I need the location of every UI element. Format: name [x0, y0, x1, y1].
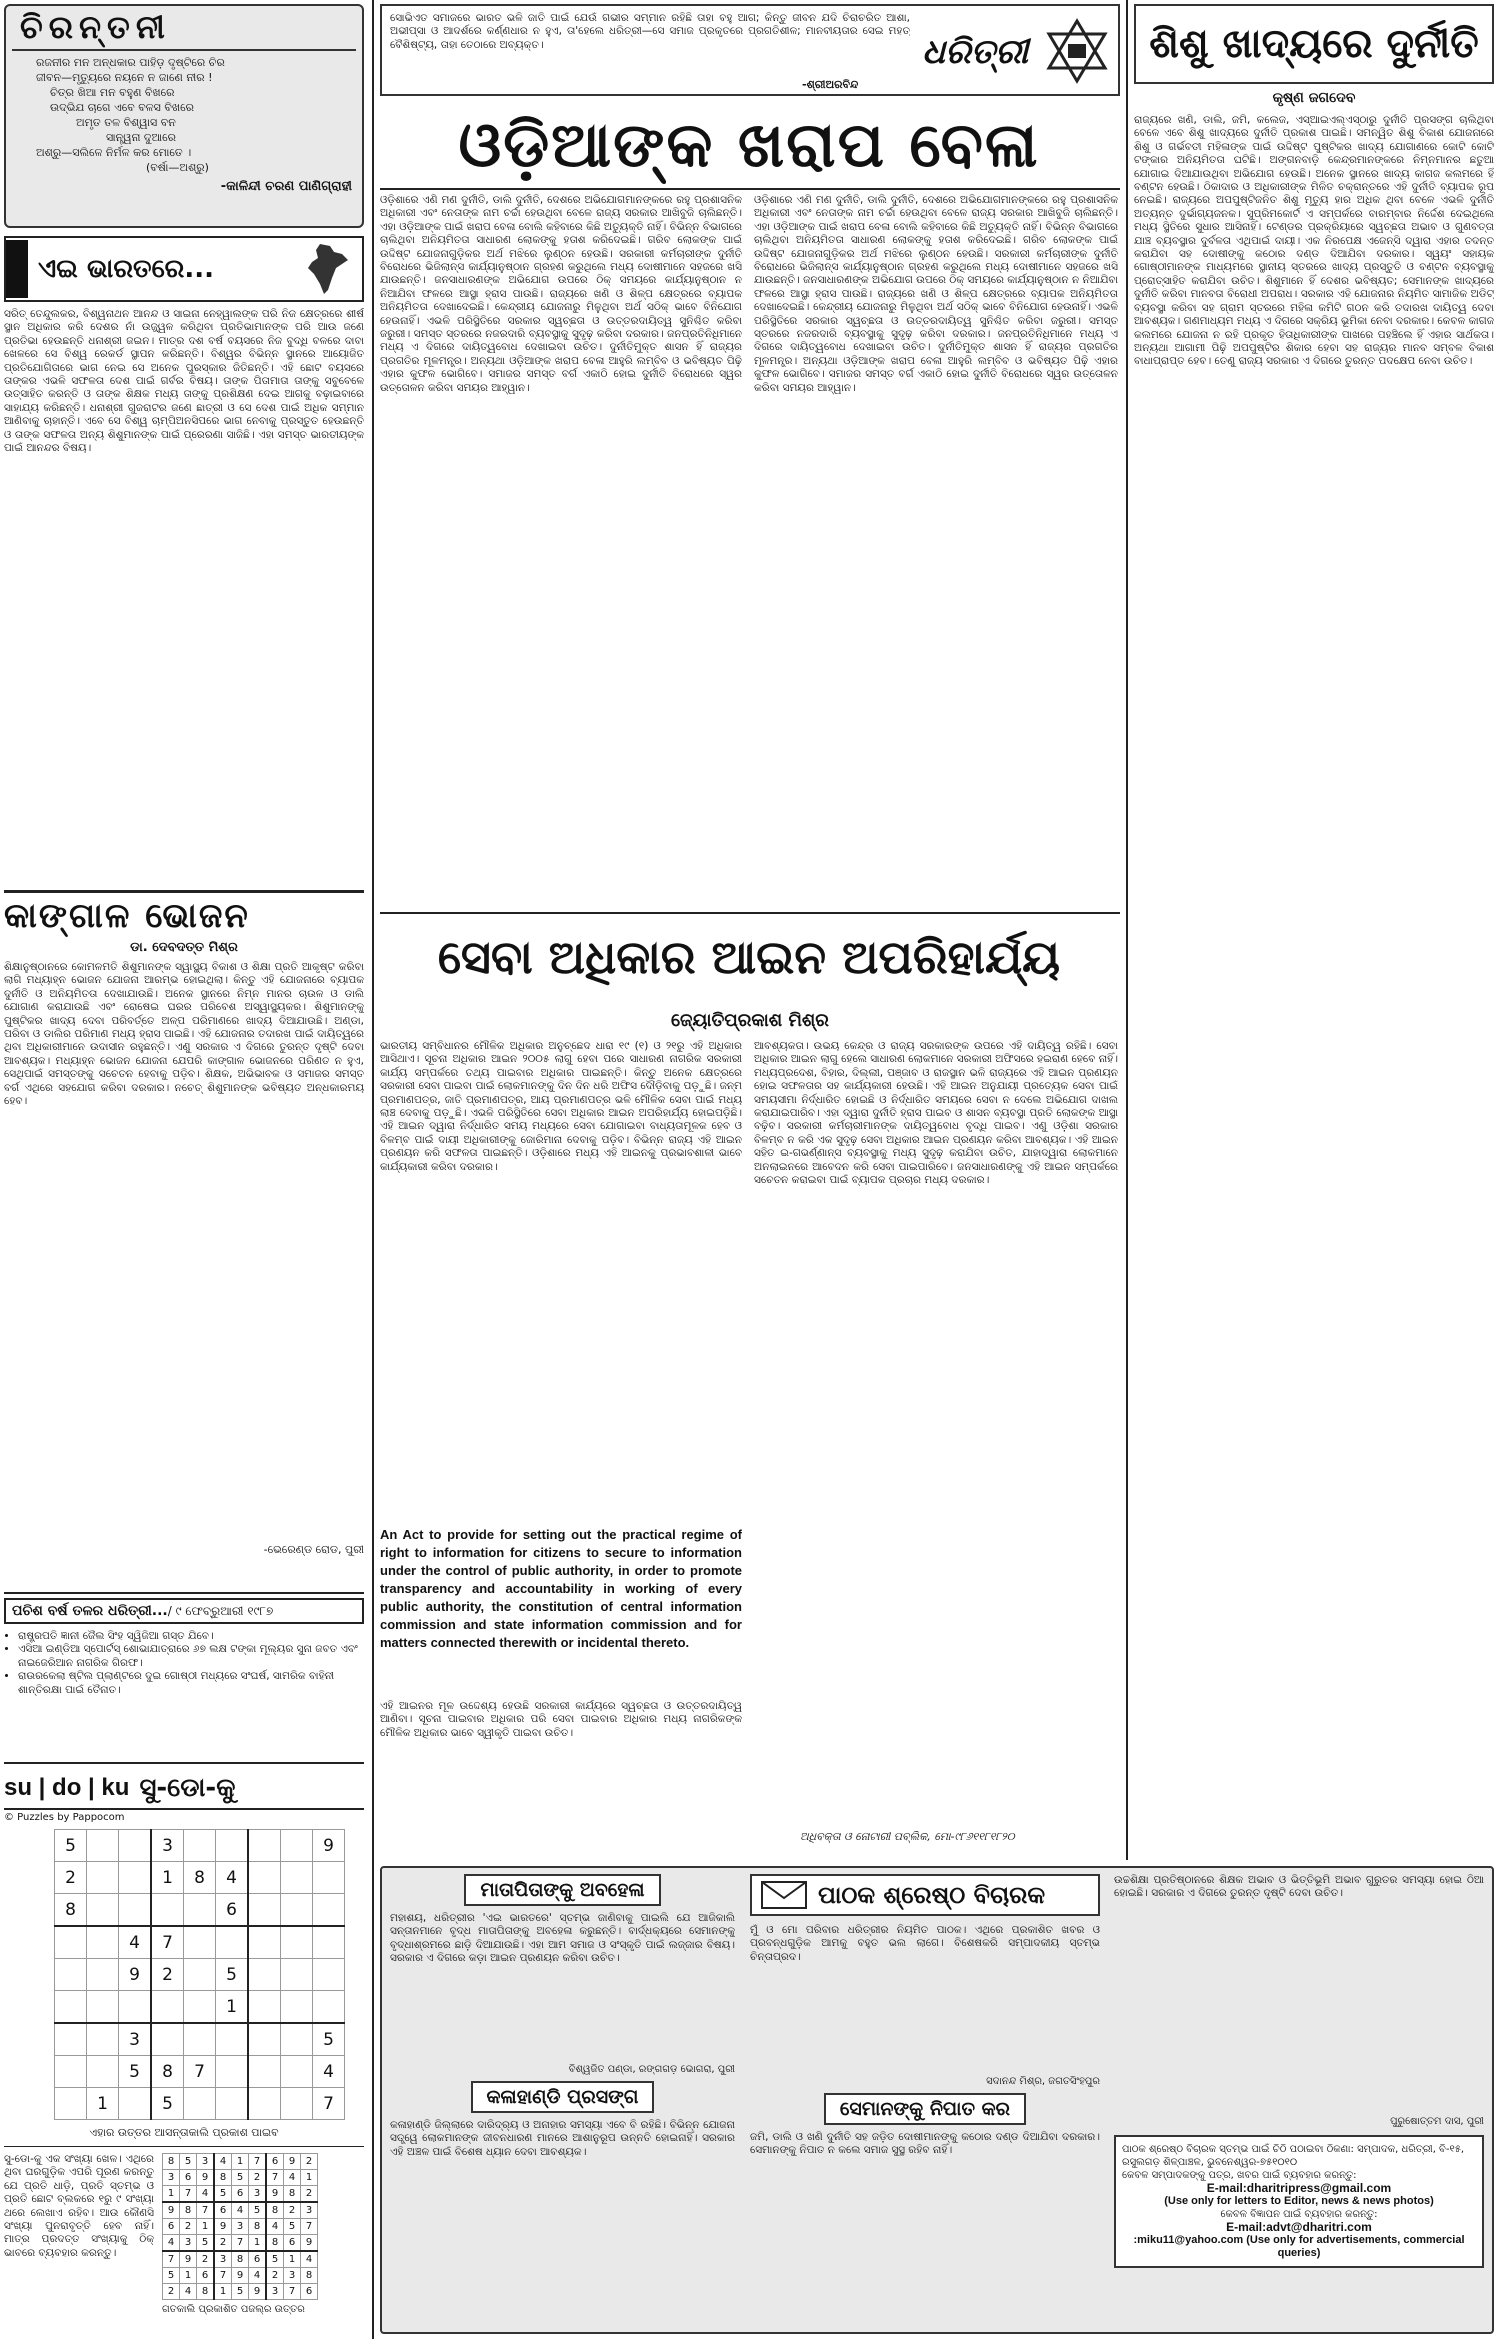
sudoku-solution-cell: 5	[197, 2235, 215, 2252]
seba-body-left2: ଏହି ଆଇନର ମୂଳ ଉଦ୍ଦେଶ୍ୟ ହେଉଛି ସରକାରୀ କାର୍ଯ୍ୟରେ ସ୍ୱଚ୍ଛତା ଓ ଉତ୍ତରଦାୟିତ୍ୱ ଆଣିବା। ସୂଚନା ପାଇବାର ଅଧିକାର ପରି ସେବା ପାଇବାର ଅଧିକାର ମଧ୍ୟ ନାଗରିକଙ୍କ ମୌଳିକ ଅଧିକାର ଭାବେ ସ୍ୱୀକୃତି ପାଇବା ଉଚିତ।	[380, 1700, 742, 1739]
ei-bharatare-title: ଏଇ ଭାରତରେ...	[38, 253, 214, 284]
ei-bharatare-body: ସରିତ୍ ତେନ୍ଦୁଲକର, ବିଶ୍ୱନାଥନ ଆନନ୍ଦ ଓ ସାଇନା ନେହ୍ୱାଲଙ୍କ ପରି ନିଜ କ୍ଷେତ୍ରରେ ଶୀର୍ଷ ସ୍ଥାନ ଅଧିକାର କରି ଦେଶର ନାଁ ଉଜ୍ଜ୍ୱଳ କରିଥିବା ପ୍ରତିଭାମାନଙ୍କ ପରି ଆଉ ଜଣେ ପ୍ରତିଭା ହେଉଛନ୍ତି ଧନାଶ୍ରୀ ଜଇନ। ମାତ୍ର ଦଶ ବର୍ଷ ବୟସରେ ନିଜ ବୁଦ୍ଧି ବଳରେ ଦାବା ଖେଳରେ ସେ ବିଶ୍ୱ ରେକର୍ଡ ସ୍ଥାପନ କରିଛନ୍ତି। ବିଶ୍ୱର ବିଭିନ୍ନ ସ୍ଥାନରେ ଆୟୋଜିତ ପ୍ରତିଯୋଗିତାରେ ଭାଗ ନେଇ ସେ ଅନେକ ପୁରସ୍କାର ଜିତିଛନ୍ତି। ଏହି ଛୋଟ ବୟସରେ ତାଙ୍କର ଏଭଳି ସଫଳତା ଦେଶ ପାଇଁ ଗର୍ବର ବିଷୟ। ତାଙ୍କ ପିତାମାତା ତାଙ୍କୁ ସବୁବେଳେ ଉତ୍ସାହିତ କରନ୍ତି ଓ ତାଙ୍କ ଶିକ୍ଷକ ମଧ୍ୟ ତାଙ୍କୁ ପ୍ରଶିକ୍ଷଣ ଦେଇ ଆଗକୁ ବଢ଼ାଇବାରେ ସାହାଯ୍ୟ କରିଛନ୍ତି। ଧନାଶ୍ରୀ ଗୁଜରାଟର ଜଣେ ଛାତ୍ରୀ ଓ ସେ ଦେଶ ପାଇଁ ଅଧିକ ସମ୍ମାନ ଆଣିବାକୁ ଚାହାନ୍ତି। ଏବେ ସେ ବିଶ୍ୱ ଚାମ୍ପିଅନସିପରେ ଭାଗ ନେବାକୁ ପ୍ରସ୍ତୁତ ହେଉଛନ୍ତି ଓ ତାଙ୍କ ସଫଳତା ଅନ୍ୟ ଶିଶୁମାନଙ୍କ ପାଇଁ ପ୍ରେରଣା ସାଜିଛି। ଏହା ସମସ୍ତ ଭାରତୀୟଙ୍କ ପାଇଁ ଆନନ୍ଦର ବିଷୟ।	[4, 308, 364, 455]
sudoku-cell[interactable]	[248, 1959, 281, 1991]
sudoku-solution-cell: 8	[301, 2268, 318, 2284]
sudoku-solution-cell: 5	[232, 2170, 249, 2186]
letter2-title: କଳାହାଣ୍ଡି ପ୍ରସଙ୍ଗ	[471, 2081, 655, 2113]
sudoku-cell[interactable]	[55, 1991, 87, 2024]
sudoku-solution-cell: 6	[197, 2268, 215, 2284]
sudoku-cell[interactable]	[248, 1894, 281, 1927]
sudoku-cell[interactable]	[55, 2023, 87, 2056]
kangala-bhojana-section	[4, 896, 364, 1586]
poem-line: ଅମୃତ ତଳ ବିଶ୍ୱାସ ବନ	[76, 116, 176, 129]
divider	[4, 1592, 364, 1594]
kangala-body: ଶିକ୍ଷାନୁଷ୍ଠାନରେ କୋମଳମତି ଶିଶୁମାନଙ୍କ ସ୍ୱାସ୍ଥ୍ୟ ବିକାଶ ଓ ଶିକ୍ଷା ପ୍ରତି ଆକୃଷ୍ଟ କରିବା ଲାଗି ମଧ୍ୟାହ୍ନ ଭୋଜନ ଯୋଜନା ଆରମ୍ଭ ହୋଇଥିଲା। କିନ୍ତୁ ଏହି ଯୋଜନାରେ ବ୍ୟାପକ ଦୁର୍ନୀତି ଓ ଅନିୟମିତତା ଦେଖାଯାଉଛି। ଅନେକ ସ୍ଥାନରେ ନିମ୍ନ ମାନର ଚାଉଳ ଓ ଡାଲି ଯୋଗାଣ କରାଯାଉଛି ଏବଂ ରୋଷେଇ ଘରର ପରିବେଶ ଅସ୍ୱାସ୍ଥ୍ୟକର। ଶିଶୁମାନଙ୍କୁ ପୁଷ୍ଟିକର ଖାଦ୍ୟ ଦେବା ପରିବର୍ତ୍ତେ ଅଳ୍ପ ପରିମାଣରେ ଖାଦ୍ୟ ଦିଆଯାଉଛି। ଅଣ୍ଡା, ପରିବା ଓ ଡାଲିର ପରିମାଣ ମଧ୍ୟ ହ୍ରାସ ପାଇଛି। ଏହି ଯୋଜନାର ତଦାରଖ ପାଇଁ ଦାୟିତ୍ୱରେ ଥିବା ଅଧିକାରୀମାନେ ଉଦାସୀନ ରହୁଛନ୍ତି। ଏଣୁ ସରକାର ଏ ଦିଗରେ ତୁରନ୍ତ ଦୃଷ୍ଟି ଦେବା ଆବଶ୍ୟକ। ମଧ୍ୟାହ୍ନ ଭୋଜନ ଯୋଜନା ଯେପରି କାଙ୍ଗାଳ ଭୋଜନରେ ପରିଣତ ନ ହୁଏ, ସେଥିପାଇଁ ସମସ୍ତଙ୍କୁ ସଚେତନ ହେବାକୁ ପଡ଼ିବ। ଶିକ୍ଷକ, ଅଭିଭାବକ ଓ ସମାଜର ସମସ୍ତ ବର୍ଗ ଏଥିରେ ସହଯୋଗ କରିବା ଦରକାର। ନଚେତ୍ ଶିଶୁମାନଙ୍କ ଭବିଷ୍ୟତ ଅନ୍ଧକାରମୟ ହେବ।	[4, 961, 364, 1108]
sudoku-cell[interactable]	[216, 2088, 249, 2120]
sudoku-solution-cell: 2	[163, 2284, 180, 2300]
sudoku-solution-cell: 7	[214, 2268, 232, 2284]
sudoku-cell[interactable]	[281, 1959, 313, 1991]
email-editor-note: (Use only for letters to Editor, news & news photos)	[1164, 2195, 1434, 2207]
sudoku-solution-cell: 7	[249, 2154, 267, 2170]
sudoku-solution-cell: 9	[249, 2284, 267, 2300]
contact-label: ପାଠକ ଶ୍ରେଷ୍ଠ ବିଚାରକ ସ୍ତମ୍ଭ ପାଇଁ ଚିଠି ପଠାଇବା ଠିକଣା: ସମ୍ପାଦକ, ଧରିତ୍ରୀ, ବି-୧୫, ରସୁଲଗଡ଼ ଶିଳ୍ପାଞ୍ଚଳ, ଭୁବନେଶ୍ୱର-୭୫୧୦୧୦	[1122, 2144, 1465, 2168]
sudoku-solution-cell: 7	[301, 2219, 318, 2235]
contact-box	[1114, 2135, 1484, 2268]
sudoku-solution-cell: 2	[180, 2219, 197, 2235]
sudoku-solution-cell: 6	[284, 2235, 301, 2252]
sudoku-solution-cell: 5	[180, 2154, 197, 2170]
sudoku-cell[interactable]: 9	[313, 1830, 345, 1862]
sudoku-cell[interactable]: 5	[151, 2088, 184, 2120]
letter2-body: କଳାହାଣ୍ଡି ଜିଲ୍ଲାରେ ଦାରିଦ୍ର୍ୟ ଓ ଅନାହାର ସମସ୍ୟା ଏବେ ବି ରହିଛି। ବିଭିନ୍ନ ଯୋଜନା ସତ୍ତ୍ୱେ ଲୋକମାନଙ୍କ ଜୀବନଧାରଣ ମାନରେ ଆଶାନୁରୂପ ଉନ୍ନତି ହୋଇନାହିଁ। ସରକାର ଏହି ଅଞ୍ଚଳ ପାଇଁ ବିଶେଷ ଧ୍ୟାନ ଦେବା ଆବଶ୍ୟକ।	[390, 2119, 735, 2158]
sudoku-solution-cell: 7	[180, 2186, 197, 2203]
letter4-title: ସେମାନଙ୍କୁ ନିପାତ କର	[824, 2093, 1026, 2125]
seba-title: ସେବା ଅଧିକାର ଆଇନ ଅପରିହାର୍ଯ୍ୟ	[437, 930, 1061, 984]
sudoku-cell[interactable]: 9	[119, 1959, 152, 1991]
sudoku-solution-cell: 4	[284, 2170, 301, 2186]
sudoku-cell[interactable]	[248, 1830, 281, 1862]
letter5-author: ପୁରୁଷୋତ୍ତମ ଦାସ, ପୁରୀ	[1390, 2116, 1484, 2127]
sudoku-solution-cell: 6	[249, 2251, 267, 2268]
sudoku-credit: © Puzzles by Pappocom	[4, 1812, 125, 1823]
main-editorial-title: ଓଡ଼ିଆଙ୍କ ଖରାପ ବେଳା	[458, 108, 1040, 181]
letter1-author: ବିଶ୍ୱଜିତ ପଣ୍ଡା, ରଙ୍ଗଗଡ଼ ଭୋଗରା, ପୁରୀ	[568, 2064, 735, 2075]
sudoku-solution-cell: 1	[232, 2154, 249, 2170]
poem-line: ଉଦ୍ଭିଯ ଚାଗେ ଏବେ ବଳସ ବିଖରେ	[50, 101, 194, 114]
masthead-quote: ସୋଭିଏତ ସମାଜରେ ଭାରତ ଭଳି ଜାତି ପାଇଁ ଯେଉଁ ଗଭୀର ସମ୍ମାନ ରହିଛି ତାହା ବହୁ ଆଗ; କିନ୍ତୁ ଜୀବନ ଯଦି ଚିରାଚରିତ ଆଶା, ଅଭୀପ୍ସା ଓ ଆଦର୍ଶରେ କର୍ଣ୍ଣଧାର ନ ହୁଏ, ତା'ହେଲେ ଧରିତ୍ରୀ—ସେ ସମାଜ ପ୍ରକୃତରେ ପ୍ରଗତିଶୀଳ; ମାନବୀୟତାର ସେଇ ମହତ୍ ବୈଶିଷ୍ଟ୍ୟ, ତାହା ତେଠାରେ ଅବ୍ୟକ୍ତ।	[390, 12, 910, 51]
sudoku-cell[interactable]: 1	[151, 1862, 184, 1894]
chirantani-box	[4, 4, 364, 228]
sudoku-cell[interactable]: 5	[216, 1959, 249, 1991]
sudoku-solution-cell: 5	[249, 2202, 267, 2219]
sudoku-cell[interactable]	[87, 1959, 119, 1991]
shishu-author: କୃଷ୍ଣ ଜଗଦେବ	[1272, 90, 1356, 106]
sudoku-label-odia: ସୁ-ଡୋ-କୁ	[139, 1772, 236, 1803]
sudoku-cell[interactable]	[281, 1991, 313, 2024]
sudoku-cell[interactable]: 8	[184, 1862, 216, 1894]
sudoku-cell[interactable]: 7	[313, 2088, 345, 2120]
sudoku-cell[interactable]	[184, 1894, 216, 1927]
sudoku-cell[interactable]: 4	[313, 2056, 345, 2088]
sudoku-cell[interactable]	[248, 2023, 281, 2056]
sudoku-solution-cell: 4	[301, 2251, 318, 2268]
sudoku-cell[interactable]	[119, 2088, 152, 2120]
pachisa-title: ପଚିଶ ବର୍ଷ ତଳର ଧରିତ୍ରୀ...	[12, 1603, 168, 1619]
masthead-box	[380, 4, 1120, 96]
sudoku-cell[interactable]	[87, 1894, 119, 1927]
email-advt-alt[interactable]: :miku11@yahoo.com (Use only for advertisements, commercial queries)	[1133, 2234, 1465, 2259]
divider	[4, 890, 364, 893]
kangala-title: କାଙ୍ଗାଳ ଭୋଜନ	[4, 896, 250, 936]
sudoku-solution-cell: 1	[180, 2268, 197, 2284]
sudoku-solution-cell: 8	[249, 2219, 267, 2235]
sudoku-solution-cell: 1	[214, 2284, 232, 2300]
column-divider	[372, 0, 374, 2339]
seba-body-left: ଭାରତୀୟ ସମ୍ବିଧାନର ମୌଳିକ ଅଧିକାର ଅନୁଚ୍ଛେଦ ଧାରା ୧୯ (୧) ଓ ୨୧ରୁ ଏହି ଅଧିକାର ଆସିଥାଏ। ସୂଚନା ଅଧିକାର ଆଇନ ୨୦୦୫ ଲାଗୁ ହେବା ପରେ ସାଧାରଣ ନାଗରିକ ସରକାରୀ କାର୍ଯ୍ୟ ସମ୍ପର୍କରେ ତଥ୍ୟ ପାଇବାର ଅଧିକାର ପାଇଛନ୍ତି। କିନ୍ତୁ ଅନେକ କ୍ଷେତ୍ରରେ ସରକାରୀ ସେବା ପାଇବା ପାଇଁ ଲୋକମାନଙ୍କୁ ଦିନ ଦିନ ଧରି ଅଫିସ ଦୌଡ଼ିବାକୁ ପଡ଼ୁଛି। ଜନ୍ମ ପ୍ରମାଣପତ୍ର, ଜାତି ପ୍ରମାଣପତ୍ର, ଆୟ ପ୍ରମାଣପତ୍ର ଭଳି ମୌଳିକ ସେବା ପାଇଁ ମଧ୍ୟ ଲାଞ୍ଚ ଦେବାକୁ ପଡ଼ୁଛି। ଏଭଳି ପରିସ୍ଥିତିରେ ସେବା ଅଧିକାର ଆଇନ ଅପରିହାର୍ଯ୍ୟ ହୋଇପଡ଼ିଛି। ଏହି ଆଇନ ଦ୍ୱାରା ନିର୍ଦ୍ଧାରିତ ସମୟ ମଧ୍ୟରେ ସେବା ଯୋଗାଇବା ବାଧ୍ୟତାମୂଳକ ହେବ ଓ ବିଳମ୍ବ ପାଇଁ ଦାୟୀ ଅଧିକାରୀଙ୍କୁ ଜୋରିମାନା ଦେବାକୁ ପଡ଼ିବ। ବିଭିନ୍ନ ରାଜ୍ୟ ଏହି ଆଇନ ପ୍ରଣୟନ କରି ସଫଳତା ପାଇଛନ୍ତି। ଓଡ଼ିଶାରେ ମଧ୍ୟ ଏହି ଆଇନକୁ ପ୍ରଭାବଶାଳୀ ଭାବେ କାର୍ଯ୍ୟକାରୀ କରିବା ଦରକାର।	[380, 1040, 742, 1173]
poem-line: ଚିତ୍ର ଖିଆ ମନ ବହୁଣ ବିଖରେ	[50, 86, 175, 99]
sudoku-solution-cell: 8	[214, 2170, 232, 2186]
sudoku-solution-cell: 9	[163, 2202, 180, 2219]
sudoku-solution-cell: 9	[232, 2268, 249, 2284]
sudoku-solution-cell: 8	[266, 2235, 284, 2252]
column-divider	[1126, 0, 1128, 1860]
sudoku-solution-cell: 6	[163, 2219, 180, 2235]
sudoku-cell[interactable]	[281, 1926, 313, 1959]
ad-note: କେବଳ ବିଜ୍ଞାପନ ପାଇଁ ବ୍ୟବହାର କରନ୍ତୁ:	[1220, 2209, 1378, 2220]
sudoku-solution-cell: 8	[197, 2284, 215, 2300]
sudoku-cell[interactable]: 2	[151, 1959, 184, 1991]
sudoku-cell[interactable]	[151, 1894, 184, 1927]
main-editorial-body-col2: ଓଡ଼ିଶାରେ ଏଣି ମଣ ଦୁର୍ନୀତି, ଡାଲି ଦୁର୍ନୀତି, ଦେଶରେ ଅଭିଯୋଗମାନଙ୍କରେ ରହୁ ପ୍ରଶାସନିକ ଅଧିକାରୀ ଏବଂ ନେତାଙ୍କ ନାମ ଚର୍ଚ୍ଚା ହେଉଥିବା ବେଳେ ରାଜ୍ୟ ସରକାର ଆଖିବୁଜି ଚାଲିଛନ୍ତି। ଏହା ଓଡ଼ିଆଙ୍କ ପାଇଁ ଖରାପ ବେଳା ବୋଲି କହିବାରେ କିଛି ଅତ୍ୟୁକ୍ତି ନାହିଁ। ବିଭିନ୍ନ ବିଭାଗରେ ଚାଲିଥିବା ଅନିୟମିତତା ସାଧାରଣ ଲୋକଙ୍କୁ ହତାଶ କରିଦେଇଛି। ଗରିବ ଲୋକଙ୍କ ପାଇଁ ଉଦ୍ଦିଷ୍ଟ ଯୋଜନାଗୁଡ଼ିକର ଅର୍ଥ ମଝିରେ ଲୁଣ୍ଠନ ହେଉଛି। ସରକାରୀ କର୍ମଚାରୀଙ୍କ ଦୁର୍ନୀତି ବିରୋଧରେ ଭିଜିଲାନ୍ସ କାର୍ଯ୍ୟାନୁଷ୍ଠାନ ଗ୍ରହଣ କରୁଥିଲେ ମଧ୍ୟ ଦୋଷୀମାନେ ସହଜରେ ଖସି ଯାଉଛନ୍ତି। ଜନସାଧାରଣଙ୍କ ଅଭିଯୋଗ ଉପରେ ଠିକ୍ ସମୟରେ କାର୍ଯ୍ୟାନୁଷ୍ଠାନ ନ ନିଆଯିବା ଫଳରେ ଆସ୍ଥା ହ୍ରାସ ପାଉଛି। ରାଜ୍ୟରେ ଖଣି ଓ ଶିଳ୍ପ କ୍ଷେତ୍ରରେ ବ୍ୟାପକ ଅନିୟମିତତା ଦେଖାଦେଇଛି। କେନ୍ଦ୍ରୀୟ ଯୋଜନାରୁ ମିଳୁଥିବା ଅର୍ଥ ସଠିକ୍ ଭାବେ ବିନିଯୋଗ ହେଉନାହିଁ। ଏଭଳି ପରିସ୍ଥିତିରେ ସରକାର ସ୍ୱଚ୍ଛତା ଓ ଉତ୍ତରଦାୟିତ୍ୱ ସୁନିଶ୍ଚିତ କରିବା ଜରୁରୀ। ସମସ୍ତ ସ୍ତରରେ ନଜରଦାରି ବ୍ୟବସ୍ଥାକୁ ସୁଦୃଢ଼ କରିବା ଦରକାର। ଜନପ୍ରତିନିଧିମାନେ ମଧ୍ୟ ଏ ଦିଗରେ ଦାୟିତ୍ୱବୋଧ ଦେଖାଇବା ଉଚିତ। ଦୁର୍ନୀତିମୁକ୍ତ ଶାସନ ହିଁ ରାଜ୍ୟର ପ୍ରଗତିର ମୂଳମନ୍ତ୍ର। ଅନ୍ୟଥା ଓଡ଼ିଆଙ୍କ ଖରାପ ବେଳା ଆହୁରି ଲମ୍ବିବ ଓ ଭବିଷ୍ୟତ ପିଢ଼ି ଏହାର କୁଫଳ ଭୋଗିବେ। ସମାଜର ସମସ୍ତ ବର୍ଗ ଏକାଠି ହୋଇ ଦୁର୍ନୀତି ବିରୋଧରେ ସ୍ୱର ଉତ୍ତୋଳନ କରିବା ସମୟର ଆହ୍ୱାନ।	[754, 194, 1118, 394]
chirantani-author: -କାଳିନ୍ଦୀ ଚରଣ ପାଣିଗ୍ରାହୀ	[220, 179, 352, 194]
sudoku-cell[interactable]: 5	[313, 2023, 345, 2056]
sudoku-cell[interactable]	[87, 2023, 119, 2056]
ei-bharatare-header	[4, 236, 364, 302]
sudoku-solution-cell: 1	[249, 2235, 267, 2252]
sudoku-cell[interactable]	[87, 1830, 119, 1862]
letter1-body: ମହାଶୟ, ଧରିତ୍ରୀର 'ଏଇ ଭାରତରେ' ସ୍ତମ୍ଭ ଜାଣିବାକୁ ପାଇଲି ଯେ ଆଜିକାଲି ସନ୍ତାନମାନେ ବୃଦ୍ଧ ମାତାପିତାଙ୍କୁ ଅବହେଳା କରୁଛନ୍ତି। ବାର୍ଦ୍ଧକ୍ୟରେ ସେମାନଙ୍କୁ ବୃଦ୍ଧାଶ୍ରମରେ ଛାଡ଼ି ଦିଆଯାଉଛି। ଏହା ଆମ ସମାଜ ଓ ସଂସ୍କୃତି ପାଇଁ ଲଜ୍ଜାର ବିଷୟ। ସରକାର ଏ ଦିଗରେ କଡ଼ା ଆଇନ ପ୍ରଣୟନ କରିବା ଉଚିତ।	[390, 1912, 735, 1965]
sudoku-solution-cell: 1	[197, 2219, 215, 2235]
sudoku-solution-cell: 9	[284, 2154, 301, 2170]
sudoku-cell[interactable]	[216, 1926, 249, 1959]
sudoku-solution-cell: 7	[197, 2202, 215, 2219]
shishu-body: ରାଜ୍ୟରେ ଖଣି, ଡାଲି, ଜମି, କଲେଜ, ଏସ୍‌ଆଇଏଲ୍‌ଏସ୍‌ଠାରୁ ଦୁର୍ନୀତି ପ୍ରସଙ୍ଗ ଚାଲିଥିବା ବେଳେ ଏବେ ଶିଶୁ ଖାଦ୍ୟରେ ଦୁର୍ନୀତି ପ୍ରକାଶ ପାଇଛି। ସମନ୍ୱିତ ଶିଶୁ ବିକାଶ ଯୋଜନାରେ ଶିଶୁ ଓ ଗର୍ଭବତୀ ମହିଳାଙ୍କ ପାଇଁ ଉଦ୍ଦିଷ୍ଟ ପୁଷ୍ଟିକର ଖାଦ୍ୟ ଯୋଗାଣରେ କୋଟି କୋଟି ଟଙ୍କାର ଅନିୟମିତତା ଘଟିଛି। ଅଙ୍ଗନବାଡ଼ି କେନ୍ଦ୍ରମାନଙ୍କରେ ନିମ୍ନମାନର ଛତୁଆ ଯୋଗାଇ ଦିଆଯାଉଥିବା ଅଭିଯୋଗ ହେଉଛି। ଅନେକ ସ୍ଥାନରେ ଖାଦ୍ୟ କାଗଜ କଲମରେ ହିଁ ବଣ୍ଟନ ହେଉଛି। ଠିକାଦାର ଓ ଅଧିକାରୀଙ୍କ ମିଳିତ ଚକ୍ରାନ୍ତରେ ଏହି ଦୁର୍ନୀତି ବ୍ୟାପକ ରୂପ ନେଇଛି। ରାଜ୍ୟରେ ଅପପୁଷ୍ଟିଜନିତ ଶିଶୁ ମୃତ୍ୟୁ ହାର ଅଧିକ ଥିବା ବେଳେ ଏଭଳି ଦୁର୍ନୀତି ଅତ୍ୟନ୍ତ ଦୁର୍ଭାଗ୍ୟଜନକ। ସୁପ୍ରିମକୋର୍ଟ ଏ ସମ୍ପର୍କରେ ବାରମ୍ବାର ନିର୍ଦ୍ଦେଶ ଦେଇଥିଲେ ମଧ୍ୟ ସ୍ଥିତିରେ ସୁଧାର ଆସିନାହିଁ। ଟେଣ୍ଡର ପ୍ରକ୍ରିୟାରେ ସ୍ୱଚ୍ଛତା ଅଭାବ ଓ ଗୁଣବତ୍ତା ଯାଞ୍ଚ ବ୍ୟବସ୍ଥାର ଦୁର୍ବଳତା ଏଥିପାଇଁ ଦାୟୀ। ଏକ ନିରପେକ୍ଷ ଏଜେନ୍ସି ଦ୍ୱାରା ଏହାର ତଦନ୍ତ କରାଯିବା ସହ ଦୋଷୀଙ୍କୁ କଠୋର ଦଣ୍ଡ ଦିଆଯିବା ଦରକାର। ସ୍ୱୟଂ ସହାୟକ ଗୋଷ୍ଠୀମାନଙ୍କ ମାଧ୍ୟମରେ ସ୍ଥାନୀୟ ସ୍ତରରେ ଖାଦ୍ୟ ପ୍ରସ୍ତୁତି ଓ ବଣ୍ଟନ ବ୍ୟବସ୍ଥାକୁ ପ୍ରୋତ୍ସାହିତ କରାଯିବା ଉଚିତ। ଶିଶୁମାନେ ହିଁ ଦେଶର ଭବିଷ୍ୟତ; ସେମାନଙ୍କ ଖାଦ୍ୟରେ ଦୁର୍ନୀତି କରିବା ମାନବତା ବିରୋଧୀ ଅପରାଧ। ସରକାର ଏହି ଯୋଜନାର ନିୟମିତ ସାମାଜିକ ଅଡିଟ୍ ବ୍ୟବସ୍ଥା କରିବା ସହ ଗ୍ରାମ ସ୍ତରରେ ମହିଳା କମିଟି ଗଠନ କରି ତଦାରଖ ଦାୟିତ୍ୱ ଦେବା ଆବଶ୍ୟକ। ଗଣମାଧ୍ୟମ ମଧ୍ୟ ଏ ଦିଗରେ ସକ୍ରିୟ ଭୂମିକା ନେବା ଦରକାର। କେବଳ କାଗଜ କଲମରେ ଯୋଜନା ନ ରହି ପ୍ରକୃତ ହିତାଧିକାରୀଙ୍କ ପାଖରେ ପହଞ୍ଚିଲେ ହିଁ ଏହାର ସାର୍ଥକତା। ଅନ୍ୟଥା ଆଗାମୀ ପିଢ଼ି ଅପପୁଷ୍ଟିର ଶିକାର ହେବା ସହ ରାଜ୍ୟର ମାନବ ସମ୍ବଳ ବିକାଶ ବାଧାପ୍ରାପ୍ତ ହେବ। ତେଣୁ ରାଜ୍ୟ ସରକାର ଏ ଦିଗରେ ତୁରନ୍ତ ପଦକ୍ଷେପ ନେବା ଉଚିତ।	[1134, 114, 1494, 368]
poem-line: ରଜନୀର ମନ ଅନ୍ଧକାର ପାହିଡ଼ ଦୃଷ୍ଟିରେ ଚିର	[36, 56, 225, 69]
sudoku-footer: ଏହାର ଉତ୍ତର ଆସନ୍ତାକାଲି ପ୍ରକାଶ ପାଇବ	[89, 2126, 279, 2139]
sudoku-solution-cell: 2	[301, 2154, 318, 2170]
sudoku-solution-cell: 3	[232, 2219, 249, 2235]
sudoku-solution-cell: 5	[266, 2251, 284, 2268]
sudoku-solution-cell: 7	[232, 2235, 249, 2252]
sudoku-solution-cell: 4	[266, 2219, 284, 2235]
sudoku-solution-cell: 4	[180, 2284, 197, 2300]
divider	[4, 1762, 364, 1764]
kangala-place: -ଭେରେଣ୍ଡ ରୋଡ, ପୁରୀ	[263, 1543, 364, 1556]
sudoku-cell[interactable]	[313, 1991, 345, 2024]
sudoku-cell[interactable]	[248, 1862, 281, 1894]
sudoku-cell[interactable]	[119, 1862, 152, 1894]
sudoku-solution-cell: 8	[266, 2202, 284, 2219]
sudoku-prev-label: ଗତକାଲି ପ୍ରକାଶିତ ପଜଲ୍‌ର ଉତ୍ତର	[162, 2304, 305, 2315]
sudoku-cell[interactable]: 8	[151, 2056, 184, 2088]
seba-body-right: ଆବଶ୍ୟକତା। ଉଭୟ କେନ୍ଦ୍ର ଓ ରାଜ୍ୟ ସରକାରଙ୍କ ଉପରେ ଏହି ଦାୟିତ୍ୱ ରହିଛି। ସେବା ଅଧିକାର ଆଇନ ଲାଗୁ ହେଲେ ସାଧାରଣ ଲୋକମାନେ ସରକାରୀ ଅଫିସରେ ହଇରାଣ ହେବେ ନାହିଁ। ମଧ୍ୟପ୍ରଦେଶ, ବିହାର, ଦିଲ୍ଲୀ, ପଞ୍ଜାବ ଓ ରାଜସ୍ଥାନ ଭଳି ରାଜ୍ୟରେ ଏହି ଆଇନ ପ୍ରଣୟନ ହୋଇ ସଫଳତାର ସହ କାର୍ଯ୍ୟକାରୀ ହେଉଛି। ଏହି ଆଇନ ଅନୁଯାୟୀ ପ୍ରତ୍ୟେକ ସେବା ପାଇଁ ସମୟସୀମା ନିର୍ଦ୍ଧାରିତ ହୋଇଛି ଓ ନିର୍ଦ୍ଧାରିତ ସମୟରେ ସେବା ନ ଦେଲେ ଅଭିଯୋଗ ଦାଖଲ କରାଯାଇପାରିବ। ଏହା ଦ୍ୱାରା ଦୁର୍ନୀତି ହ୍ରାସ ପାଇବ ଓ ଶାସନ ବ୍ୟବସ୍ଥା ପ୍ରତି ଲୋକଙ୍କ ଆସ୍ଥା ବଢ଼ିବ। ସରକାରୀ କର୍ମଚାରୀମାନଙ୍କ ଦାୟିତ୍ୱବୋଧ ବୃଦ୍ଧି ପାଇବ। ଏଣୁ ଓଡ଼ିଶା ସରକାର ବିଳମ୍ବ ନ କରି ଏକ ସୁଦୃଢ଼ ସେବା ଅଧିକାର ଆଇନ ପ୍ରଣୟନ କରିବା ଆବଶ୍ୟକ। ଏହି ଆଇନ ସହିତ ଇ-ଗଭର୍ଣ୍ଣାନ୍ସ ବ୍ୟବସ୍ଥାକୁ ମଧ୍ୟ ସୁଦୃଢ଼ କରାଯିବା ଉଚିତ, ଯାହାଦ୍ୱାରା ଲୋକମାନେ ଅନଲାଇନରେ ଆବେଦନ କରି ସେବା ପାଇପାରିବେ। ଜନସାଧାରଣଙ୍କୁ ଏହି ଆଇନ ସମ୍ପର୍କରେ ସଚେତନ କରାଇବା ପାଇଁ ବ୍ୟାପକ ପ୍ରଚାର ମଧ୍ୟ ଦରକାର।	[754, 1040, 1118, 1187]
masthead-name: ଧରିତ୍ରୀ	[922, 32, 1029, 72]
sudoku-cell[interactable]	[248, 1991, 281, 2024]
letter3-body: ମୁଁ ଓ ମୋ ପରିବାର ଧରିତ୍ରୀର ନିୟମିତ ପାଠକ। ଏଥିରେ ପ୍ରକାଶିତ ଖବର ଓ ପ୍ରବନ୍ଧଗୁଡ଼ିକ ଆମକୁ ବହୁତ ଭଲ ଲାଗେ। ବିଶେଷକରି ସମ୍ପାଦକୀୟ ସ୍ତମ୍ଭ ଚିନ୍ତାପ୍ରଦ।	[750, 1924, 1100, 1963]
letter1-title: ମାତାପିତାଙ୍କୁ ଅବହେଳା	[464, 1874, 660, 1906]
sudoku-solution-cell: 7	[163, 2251, 180, 2268]
sudoku-cell[interactable]	[281, 2056, 313, 2088]
kangala-author: ଡା. ଦେବଦତ୍ତ ମିଶ୍ର	[130, 940, 238, 955]
sudoku-solution-grid	[162, 2153, 318, 2300]
sudoku-header	[4, 1768, 364, 1810]
sudoku-cell[interactable]: 6	[216, 1894, 249, 1927]
ei-bharatare-section	[4, 236, 364, 886]
sudoku-solution-cell: 3	[301, 2202, 318, 2219]
sudoku-cell[interactable]	[55, 1959, 87, 1991]
sudoku-solution-cell: 5	[232, 2284, 249, 2300]
letter4-body: ଜମି, ଡାଲି ଓ ଖଣି ଦୁର୍ନୀତି ସହ ଜଡ଼ିତ ଦୋଷୀମାନଙ୍କୁ କଠୋର ଦଣ୍ଡ ଦିଆଯିବା ଦରକାର। ସେମାନଙ୍କୁ ନିପାତ ନ କଲେ ସମାଜ ସୁସ୍ଥ ରହିବ ନାହିଁ।	[750, 2131, 1100, 2157]
sudoku-cell[interactable]	[313, 1894, 345, 1927]
sudoku-solution-cell: 6	[301, 2284, 318, 2300]
sudoku-solution-cell: 1	[284, 2251, 301, 2268]
shishu-title: ଶିଶୁ ଖାଦ୍ୟରେ ଦୁର୍ନୀତି	[1149, 21, 1479, 67]
sudoku-solution-cell: 9	[301, 2235, 318, 2252]
sudoku-solution-cell: 9	[197, 2170, 215, 2186]
sudoku-solution-cell: 8	[163, 2154, 180, 2170]
sudoku-solution-cell: 3	[163, 2170, 180, 2186]
poem-line: (ବର୍ଷା—ଅଶ୍ରୁ)	[146, 161, 209, 174]
sudoku-cell[interactable]: 2	[55, 1862, 87, 1894]
sudoku-solution-cell: 3	[249, 2186, 267, 2203]
sudoku-cell[interactable]	[313, 1926, 345, 1959]
sudoku-solution-cell: 4	[249, 2268, 267, 2284]
list-item: • ରାଷ୍ଟ୍ରପତି ଜ୍ଞାନୀ ଜୈଲ ସିଂହ ସ୍ୱିଜିଆ ଗସ୍ତ ଯିବେ।	[18, 1630, 364, 1643]
list-item: • ରାଉରକେଲା ଷ୍ଟିଲ ପ୍ଲାଣ୍ଟରେ ଦୁଇ ଗୋଷ୍ଠୀ ମଧ୍ୟରେ ସଂଘର୍ଷ, ସାମରିକ ବାହିନୀ ଶାନ୍ତିରକ୍ଷା ପାଇଁ ତୈନାତ।	[18, 1670, 364, 1697]
sudoku-cell[interactable]	[55, 2056, 87, 2088]
list-item: • ଏସିଆ ଇଣ୍ଡିଆ ସ୍ପୋର୍ଟସ୍ ଶୋଭାଯାତ୍ରାରେ ୬୭ ଲକ୍ଷ ଟଙ୍କା ମୂଲ୍ୟର ସୁନା ଜବତ ଏବଂ ନାଇଜେରିଆନ ନାଗରିକ ଗିରଫ।	[18, 1643, 364, 1670]
chirantani-title: ଚିରନ୍ତନୀ	[20, 8, 171, 46]
pathaka-header	[750, 1874, 1100, 1916]
sudoku-cell[interactable]	[119, 1830, 152, 1862]
sudoku-solution-cell: 8	[284, 2186, 301, 2203]
sudoku-cell[interactable]: 4	[119, 1926, 152, 1959]
contact-note: କେବଳ ସମ୍ପାଦକଙ୍କୁ ପତ୍ର, ଖବର ପାଇଁ ବ୍ୟବହାର କରନ୍ତୁ:	[1122, 2170, 1357, 2181]
sudoku-solution-cell: 9	[266, 2186, 284, 2203]
sudoku-solution-cell: 1	[163, 2186, 180, 2203]
sudoku-cell[interactable]: 3	[119, 2023, 152, 2056]
sudoku-solution-cell: 9	[180, 2251, 197, 2268]
pathaka-section	[380, 1866, 1494, 2334]
sudoku-cell[interactable]	[184, 2088, 216, 2120]
pachisa-barsha-section	[4, 1598, 364, 1758]
sudoku-cell[interactable]	[87, 1926, 119, 1959]
sudoku-solution-cell: 2	[249, 2170, 267, 2186]
divider	[380, 188, 1120, 190]
sudoku-solution-cell: 6	[180, 2170, 197, 2186]
sudoku-cell[interactable]: 4	[216, 1862, 249, 1894]
sudoku-solution-cell: 5	[284, 2219, 301, 2235]
sudoku-solution-cell: 2	[284, 2202, 301, 2219]
star-logo-icon	[1042, 16, 1112, 86]
sudoku-cell[interactable]	[151, 2023, 184, 2056]
sudoku-cell[interactable]	[55, 2088, 87, 2120]
pachisa-date: / ୯ ଫେବ୍ରୁଆରୀ ୧୯୮୭	[167, 1604, 274, 1618]
sudoku-cell[interactable]: 3	[151, 1830, 184, 1862]
sudoku-cell[interactable]	[184, 1959, 216, 1991]
sudoku-solution-cell: 2	[266, 2268, 284, 2284]
poem-line: ସାନ୍ତ୍ୱନା ଦୁଆରେ	[106, 131, 176, 144]
sudoku-cell[interactable]: 7	[151, 1926, 184, 1959]
sudoku-solution-cell: 2	[301, 2186, 318, 2203]
sudoku-cell[interactable]: 5	[55, 1830, 87, 1862]
sudoku-solution-cell: 4	[214, 2154, 232, 2170]
sudoku-cell[interactable]: 8	[55, 1894, 87, 1927]
sudoku-cell[interactable]	[87, 1991, 119, 2024]
sudoku-cell[interactable]	[151, 1991, 184, 2024]
sudoku-cell[interactable]	[184, 2023, 216, 2056]
masthead-quote-author: -ଶ୍ରୀଅରବିନ୍ଦ	[802, 78, 859, 91]
sudoku-cell[interactable]	[248, 1926, 281, 1959]
sudoku-cell[interactable]	[248, 2056, 281, 2088]
sudoku-solution-cell: 5	[163, 2268, 180, 2284]
sudoku-cell[interactable]: 5	[119, 2056, 152, 2088]
sudoku-solution-cell: 2	[214, 2235, 232, 2252]
sudoku-solution-cell: 4	[232, 2202, 249, 2219]
sudoku-solution-cell: 9	[214, 2219, 232, 2235]
poem-line: ଜୀବନ—ମୃତ୍ୟୁରେ ନୟନେ ନ ଜାଣେ ନୀର !	[36, 71, 213, 84]
sudoku-solution-cell: 8	[232, 2251, 249, 2268]
sudoku-solution-cell: 4	[197, 2186, 215, 2203]
poem-line: ଅଶ୍ରୁ—ସଲିଳେ ନିର୍ମଳ କର ମୋତେ ।	[36, 146, 192, 159]
sudoku-cell[interactable]: 1	[216, 1991, 249, 2024]
sudoku-cell[interactable]	[87, 2056, 119, 2088]
sudoku-solution-cell: 3	[180, 2235, 197, 2252]
sudoku-solution-cell: 3	[214, 2251, 232, 2268]
sudoku-cell[interactable]	[55, 1926, 87, 1959]
sudoku-solution-cell: 6	[232, 2186, 249, 2203]
email-advt[interactable]: E-mail:advt@dharitri.com	[1226, 2220, 1372, 2234]
sudoku-solution-cell: 7	[284, 2284, 301, 2300]
sudoku-cell[interactable]	[248, 2088, 281, 2120]
sudoku-solution-cell: 5	[214, 2186, 232, 2203]
sudoku-cell[interactable]	[281, 2088, 313, 2120]
sudoku-cell[interactable]	[184, 1926, 216, 1959]
sudoku-cell[interactable]	[313, 1959, 345, 1991]
sudoku-solution-cell: 3	[266, 2284, 284, 2300]
sudoku-cell[interactable]	[184, 1991, 216, 2024]
sudoku-cell[interactable]	[281, 2023, 313, 2056]
sudoku-solution-cell: 3	[284, 2268, 301, 2284]
divider	[380, 912, 1120, 914]
sudoku-cell[interactable]	[216, 2023, 249, 2056]
sudoku-grid[interactable]	[54, 1829, 345, 2120]
sudoku-cell[interactable]: 1	[87, 2088, 119, 2120]
sudoku-cell[interactable]	[216, 2056, 249, 2088]
sudoku-solution-cell: 6	[266, 2154, 284, 2170]
sudoku-solution-cell: 7	[266, 2170, 284, 2186]
sudoku-cell[interactable]	[281, 1862, 313, 1894]
shishu-title-box	[1134, 4, 1494, 84]
sudoku-cell[interactable]	[313, 1862, 345, 1894]
sudoku-cell[interactable]	[281, 1830, 313, 1862]
letter5-body: ଉଚ୍ଚଶିକ୍ଷା ପ୍ରତିଷ୍ଠାନରେ ଶିକ୍ଷକ ଅଭାବ ଓ ଭିତ୍ତିଭୂମି ଅଭାବ ଗୁରୁତର ସମସ୍ୟା ହୋଇ ଠିଆ ହୋଇଛି। ସରକାର ଏ ଦିଗରେ ତୁରନ୍ତ ଦୃଷ୍ଟି ଦେବା ଉଚିତ।	[1114, 1874, 1484, 1900]
sudoku-label-latin: su | do | ku	[4, 1774, 130, 1801]
sudoku-cell[interactable]	[119, 1991, 152, 2024]
sudoku-solution-cell: 1	[301, 2170, 318, 2186]
sudoku-cell[interactable]	[184, 1830, 216, 1862]
sudoku-cell[interactable]	[87, 1862, 119, 1894]
sudoku-section	[4, 1768, 364, 2334]
sudoku-solution-cell: 6	[214, 2202, 232, 2219]
pathaka-title: ପାଠକ ଶ୍ରେଷ୍ଠ ବିଚାରକ	[818, 1881, 1046, 1909]
sudoku-cell[interactable]: 7	[184, 2056, 216, 2088]
sudoku-rules: ସୁ-ଡୋ-କୁ ଏକ ସଂଖ୍ୟା ଖେଳ। ଏଥିରେ ଥିବା ଘରଗୁଡ଼ିକ ଏପରି ପୂରଣ କରନ୍ତୁ ଯେ ପ୍ରତି ଧାଡ଼ି, ପ୍ରତି ସ୍ତମ୍ଭ ଓ ପ୍ରତି ଛୋଟ ବ୍ଲକରେ ୧ରୁ ୯ ସଂଖ୍ୟା ଥରେ ଲେଖାଏ ରହିବ। ଆଉ କୌଣସି ସଂଖ୍ୟା ପୁନରାବୃତ୍ତି ହେବ ନାହିଁ। ମାତ୍ର ପ୍ରଦତ୍ତ ସଂଖ୍ୟାକୁ ଠିକ୍ ଭାବରେ ବ୍ୟବହାର କରନ୍ତୁ।	[4, 2153, 154, 2259]
seba-contact: ଅଧିବକ୍ତା ଓ ନୋଟାରୀ ପବ୍ଲିକ, ମୋ-୯୮୬୧୧୮୧୮୨୦	[800, 1830, 1015, 1843]
envelope-icon	[760, 1880, 808, 1910]
sudoku-cell[interactable]	[216, 1830, 249, 1862]
seba-author: ଜ୍ୟୋତିପ୍ରକାଶ ମିଶ୍ର	[671, 1010, 829, 1031]
sudoku-cell[interactable]	[281, 1894, 313, 1927]
sudoku-solution-cell: 8	[180, 2202, 197, 2219]
sudoku-cell[interactable]	[119, 1894, 152, 1927]
sudoku-solution-cell: 2	[197, 2251, 215, 2268]
sudoku-solution-cell: 4	[163, 2235, 180, 2252]
main-editorial-body-col1: ଓଡ଼ିଶାରେ ଏଣି ମଣ ଦୁର୍ନୀତି, ଡାଲି ଦୁର୍ନୀତି, ଦେଶରେ ଅଭିଯୋଗମାନଙ୍କରେ ରହୁ ପ୍ରଶାସନିକ ଅଧିକାରୀ ଏବଂ ନେତାଙ୍କ ନାମ ଚର୍ଚ୍ଚା ହେଉଥିବା ବେଳେ ରାଜ୍ୟ ସରକାର ଆଖିବୁଜି ଚାଲିଛନ୍ତି। ଏହା ଓଡ଼ିଆଙ୍କ ପାଇଁ ଖରାପ ବେଳା ବୋଲି କହିବାରେ କିଛି ଅତ୍ୟୁକ୍ତି ନାହିଁ। ବିଭିନ୍ନ ବିଭାଗରେ ଚାଲିଥିବା ଅନିୟମିତତା ସାଧାରଣ ଲୋକଙ୍କୁ ହତାଶ କରିଦେଇଛି। ଗରିବ ଲୋକଙ୍କ ପାଇଁ ଉଦ୍ଦିଷ୍ଟ ଯୋଜନାଗୁଡ଼ିକର ଅର୍ଥ ମଝିରେ ଲୁଣ୍ଠନ ହେଉଛି। ସରକାରୀ କର୍ମଚାରୀଙ୍କ ଦୁର୍ନୀତି ବିରୋଧରେ ଭିଜିଲାନ୍ସ କାର୍ଯ୍ୟାନୁଷ୍ଠାନ ଗ୍ରହଣ କରୁଥିଲେ ମଧ୍ୟ ଦୋଷୀମାନେ ସହଜରେ ଖସି ଯାଉଛନ୍ତି। ଜନସାଧାରଣଙ୍କ ଅଭିଯୋଗ ଉପରେ ଠିକ୍ ସମୟରେ କାର୍ଯ୍ୟାନୁଷ୍ଠାନ ନ ନିଆଯିବା ଫଳରେ ଆସ୍ଥା ହ୍ରାସ ପାଉଛି। ରାଜ୍ୟରେ ଖଣି ଓ ଶିଳ୍ପ କ୍ଷେତ୍ରରେ ବ୍ୟାପକ ଅନିୟମିତତା ଦେଖାଦେଇଛି। କେନ୍ଦ୍ରୀୟ ଯୋଜନାରୁ ମିଳୁଥିବା ଅର୍ଥ ସଠିକ୍ ଭାବେ ବିନିଯୋଗ ହେଉନାହିଁ। ଏଭଳି ପରିସ୍ଥିତିରେ ସରକାର ସ୍ୱଚ୍ଛତା ଓ ଉତ୍ତରଦାୟିତ୍ୱ ସୁନିଶ୍ଚିତ କରିବା ଜରୁରୀ। ସମସ୍ତ ସ୍ତରରେ ନଜରଦାରି ବ୍ୟବସ୍ଥାକୁ ସୁଦୃଢ଼ କରିବା ଦରକାର। ଜନପ୍ରତିନିଧିମାନେ ମଧ୍ୟ ଏ ଦିଗରେ ଦାୟିତ୍ୱବୋଧ ଦେଖାଇବା ଉଚିତ। ଦୁର୍ନୀତିମୁକ୍ତ ଶାସନ ହିଁ ରାଜ୍ୟର ପ୍ରଗତିର ମୂଳମନ୍ତ୍ର। ଅନ୍ୟଥା ଓଡ଼ିଆଙ୍କ ଖରାପ ବେଳା ଆହୁରି ଲମ୍ବିବ ଓ ଭବିଷ୍ୟତ ପିଢ଼ି ଏହାର କୁଫଳ ଭୋଗିବେ। ସମାଜର ସମସ୍ତ ବର୍ଗ ଏକାଠି ହୋଇ ଦୁର୍ନୀତି ବିରୋଧରେ ସ୍ୱର ଉତ୍ତୋଳନ କରିବା ସମୟର ଆହ୍ୱାନ।	[380, 194, 742, 394]
letter3-author: ସଦାନନ୍ଦ ମିଶ୍ର, ଜଗତସିଂହପୁର	[986, 2076, 1100, 2087]
sudoku-solution-cell: 3	[197, 2154, 215, 2170]
india-map-icon	[302, 242, 352, 296]
seba-english-quote: An Act to provide for setting out the practical regime of right to information for citizens to secure to information under the control of public authority, in order to promote transparency and accountability in working of every public authority, the constitution of central information commission and state information commission and for matters connected therewith or incidental thereto.	[380, 1527, 742, 1650]
email-editor[interactable]: E-mail:dharitripress@gmail.com	[1206, 2181, 1392, 2195]
